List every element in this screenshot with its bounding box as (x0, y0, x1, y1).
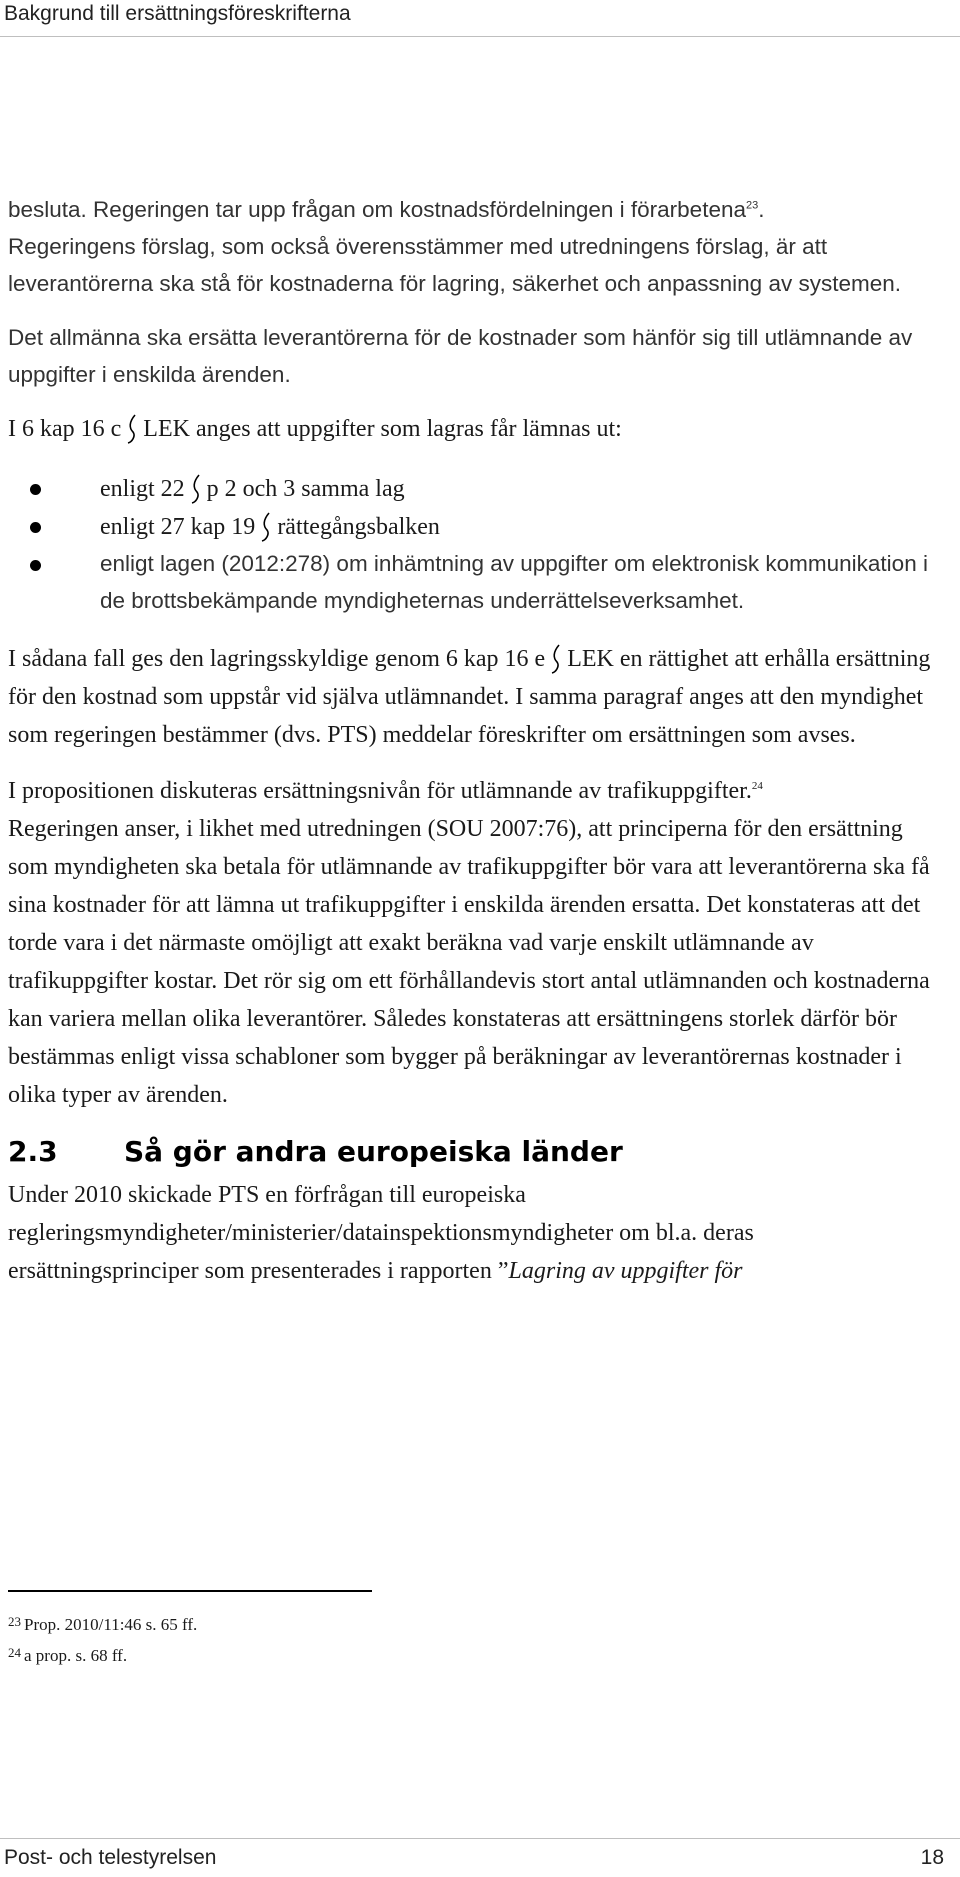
section-number: 2.3 (8, 1134, 58, 1168)
paragraph-5 (8, 772, 948, 1114)
footnote-ref-23[interactable]: 23 (746, 199, 759, 212)
footnote-number: 24 (8, 1645, 21, 1660)
bullet-icon (30, 560, 41, 571)
paragraph-1-period: . (758, 197, 765, 222)
list-item-text: enligt 22 (100, 475, 185, 502)
footnote-number: 23 (8, 1614, 21, 1629)
paragraph-3 (8, 410, 948, 448)
list-item (8, 508, 948, 546)
footnotes (8, 1608, 197, 1670)
header-title: Bakgrund till ersättningsföreskrifterna (4, 2, 351, 25)
page-header (0, 0, 960, 37)
bullet-icon (30, 484, 41, 495)
footer-organization: Post- och telestyrelsen (4, 1846, 217, 1869)
footnote-24 (8, 1639, 197, 1670)
footnote-ref-24[interactable]: 24 (751, 779, 763, 792)
list-item-text-end: p 2 och 3 samma lag (206, 475, 405, 502)
paragraph-1 (8, 192, 948, 302)
page-number: 18 (920, 1846, 944, 1869)
document-body (8, 192, 948, 1290)
paragraph-6 (8, 1176, 948, 1290)
list-item-text: enligt 27 kap 19 (100, 513, 256, 540)
quote-mark: ” (497, 1257, 509, 1284)
page-footer (0, 1838, 960, 1877)
report-title: Lagring av uppgifter för (508, 1257, 743, 1284)
bullet-list (8, 470, 948, 620)
paragraph-4-before: I sådana fall ges den lagringsskyldige genom 6 kap 16 e (8, 645, 546, 672)
section-mark-icon (191, 474, 201, 504)
section-mark-icon (551, 644, 561, 674)
footnote-divider (8, 1590, 372, 1592)
footnote-23 (8, 1608, 197, 1639)
paragraph-1-line1: besluta. Regeringen tar upp frågan om kostnadsfördelningen i förarbetena (8, 197, 746, 222)
section-heading (8, 1130, 948, 1174)
paragraph-3-before: I 6 kap 16 c (8, 415, 122, 442)
section-title: Så gör andra europeiska länder (124, 1134, 623, 1168)
footnote-text: a prop. s. 68 ff. (24, 1646, 128, 1665)
paragraph-4 (8, 640, 948, 754)
footnote-text: Prop. 2010/11:46 s. 65 ff. (24, 1615, 198, 1634)
paragraph-2: Det allmänna ska ersätta leverantörerna för de kostnader som hänför sig till utlämnande av uppgifter i enskilda ärenden. (8, 325, 913, 388)
paragraph-1-rest: Regeringens förslag, som också överensstämmer med utredningens förslag, är att leverantörerna ska stå för kostnaderna för lagring, säkerhet och anpassning av systemen. (8, 233, 901, 296)
list-item-text: enligt lagen (2012:278) om inhämtning av uppgifter om elektronisk kommunikation i de brottsbekämpande myndigheternas underrättelseverksamhet. (100, 550, 928, 613)
list-item-text-end: rättegångsbalken (277, 513, 440, 540)
list-item (8, 546, 948, 620)
paragraph-5-rest: Regeringen anser, i likhet med utredningen (SOU 2007:76), att principerna för den ersättning som myndigheten ska betala för utlämnande av trafikuppgifter bör vara att leverantörerna ska få sina kostnader för att lämna ut trafikuppgifter i enskilda ärenden ersatta. Det konstateras att det torde vara i det närmaste omöjligt att exakt beräkna vad varje enskilt utlämnande av trafikuppgifter kostar. Det rör sig om ett förhållandevis stort antal utlämnanden och kostnaderna kan variera mellan olika leverantörer. Således konstateras att ersättningens storlek därför bör bestämmas enligt vissa schabloner som bygger på beräkningar av leverantörernas kostnader i olika typer av ärenden. (8, 815, 930, 1108)
paragraph-6-text: Under 2010 skickade PTS en förfrågan till europeiska regleringsmyndigheter/ministerier/datainspektionsmyndigheter om bl.a. deras ersättningsprinciper som presenterades i rapporten (8, 1181, 754, 1284)
list-item (8, 470, 948, 508)
bullet-icon (30, 522, 41, 533)
paragraph-4-after: LEK en rättighet att erhålla ersättning för den kostnad som uppstår vid själva utlämnandet. I samma paragraf anges att den myndighet som regeringen bestämmer (dvs. PTS) meddelar föreskrifter om ersättningen som avses. (8, 645, 931, 748)
paragraph-3-after: LEK anges att uppgifter som lagras får lämnas ut: (143, 415, 622, 442)
paragraph-5-start: I propositionen diskuteras ersättningsnivån för utlämnande av trafikuppgifter. (8, 777, 752, 804)
section-mark-icon (261, 512, 271, 542)
section-mark-icon (127, 414, 137, 444)
